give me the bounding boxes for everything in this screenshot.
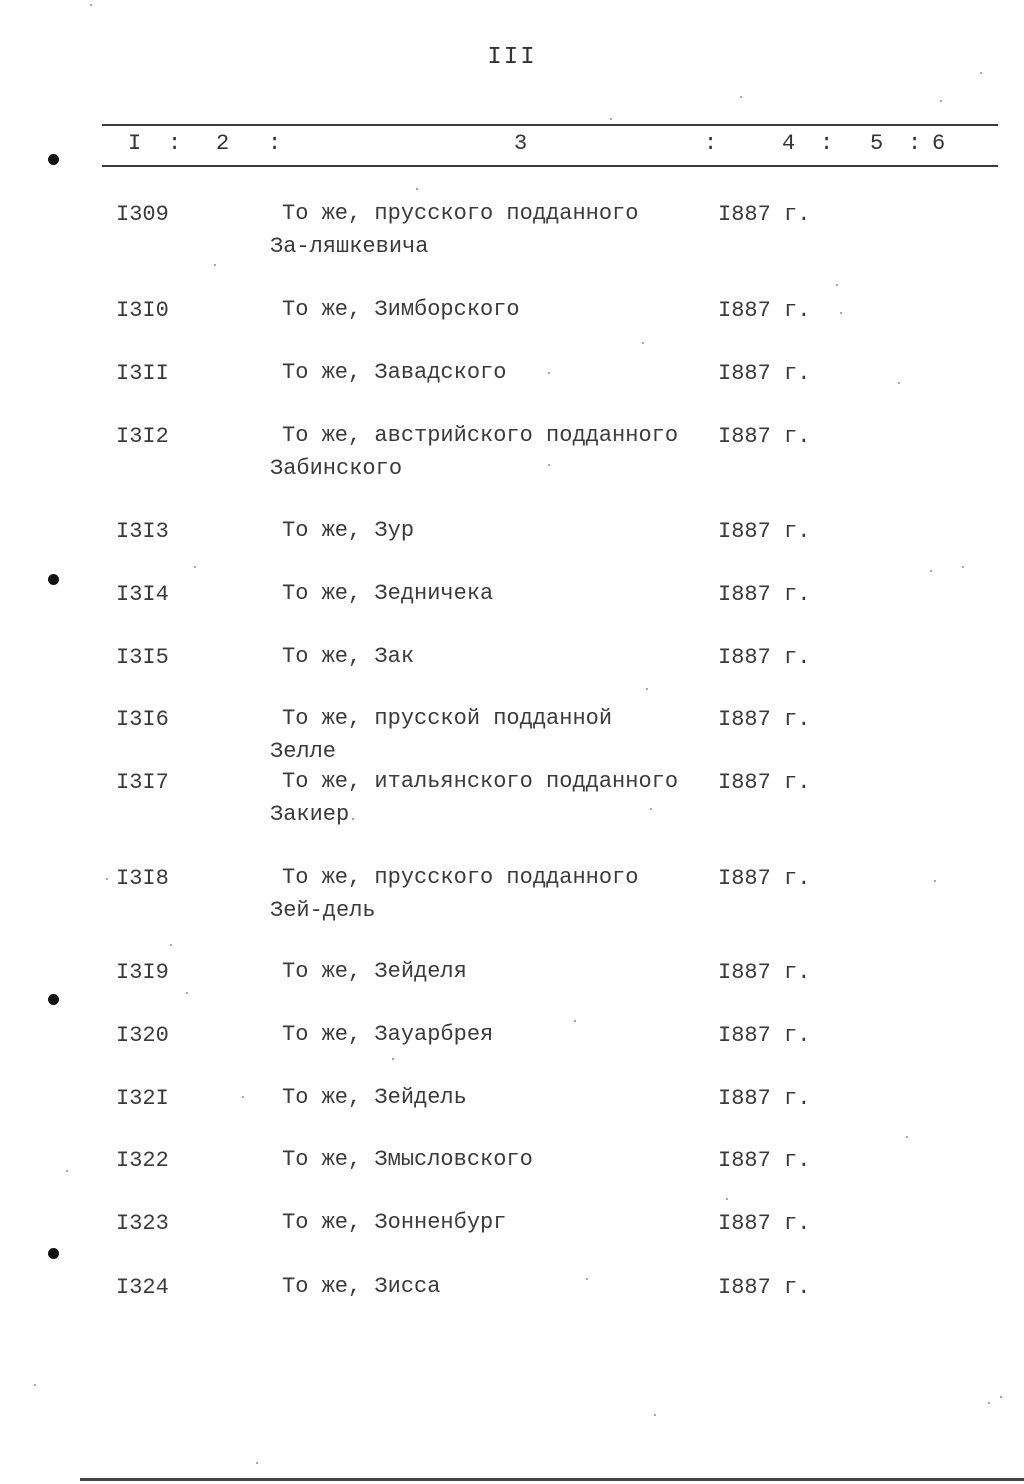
- row-number: I3I4: [116, 582, 169, 607]
- row-description: То же, Зисса: [282, 1274, 441, 1299]
- row-description: То же, Завадского: [282, 360, 507, 385]
- row-number: I3II: [116, 361, 169, 386]
- punch-hole-mark: [48, 574, 59, 585]
- row-description: То же, Змысловского: [282, 1147, 533, 1172]
- row-description: То же, Зейдель: [282, 1085, 467, 1110]
- row-description: То же, Зур: [282, 518, 415, 543]
- header-sep-1: :: [168, 131, 182, 156]
- row-year: I887 г.: [718, 1023, 811, 1048]
- punch-hole-mark: [48, 154, 59, 165]
- row-number: I3I2: [116, 424, 169, 449]
- header-col-6: 6: [932, 131, 946, 156]
- header-sep-5: :: [908, 131, 922, 156]
- row-description: То же, Зейделя: [282, 959, 467, 984]
- row-number: I3I3: [116, 519, 169, 544]
- row-description: То же, Зауарбрея: [282, 1022, 494, 1047]
- header-col-2: 2: [216, 131, 230, 156]
- row-year: I887 г.: [718, 770, 811, 795]
- row-description: То же, итальянского подданного Закиер: [270, 769, 679, 827]
- header-top-rule: [102, 124, 998, 126]
- row-number: I3I8: [116, 866, 169, 891]
- row-year: I887 г.: [718, 361, 811, 386]
- row-year: I887 г.: [718, 645, 811, 670]
- page-number: III: [487, 44, 537, 71]
- header-col-5: 5: [870, 131, 884, 156]
- row-description: То же, Зедничека: [282, 581, 494, 606]
- row-number: I32I: [116, 1086, 169, 1111]
- row-year: I887 г.: [718, 866, 811, 891]
- header-sep-2: :: [268, 131, 282, 156]
- row-year: I887 г.: [718, 1211, 811, 1236]
- row-year: I887 г.: [718, 424, 811, 449]
- row-year: I887 г.: [718, 582, 811, 607]
- row-description: То же, Зимборского: [282, 297, 520, 322]
- row-number: I320: [116, 1023, 169, 1048]
- row-number: I323: [116, 1211, 169, 1236]
- row-year: I887 г.: [718, 202, 811, 227]
- header-col-1: I: [128, 131, 142, 156]
- row-description: То же, Зонненбург: [282, 1210, 507, 1235]
- row-year: I887 г.: [718, 519, 811, 544]
- header-sep-3: :: [704, 131, 718, 156]
- row-number: I3I9: [116, 960, 169, 985]
- row-number: I3I5: [116, 645, 169, 670]
- header-col-4: 4: [782, 131, 796, 156]
- punch-hole-mark: [48, 1248, 59, 1259]
- row-year: I887 г.: [718, 1275, 811, 1300]
- row-description: То же, прусского подданного Зей-дель: [270, 865, 639, 923]
- header-bottom-rule: [102, 165, 998, 167]
- row-description: То же, Зак: [282, 644, 415, 669]
- row-number: I3I0: [116, 298, 169, 323]
- row-number: I322: [116, 1148, 169, 1173]
- punch-hole-mark: [48, 994, 59, 1005]
- row-year: I887 г.: [718, 298, 811, 323]
- row-number: I324: [116, 1275, 169, 1300]
- row-number: I309: [116, 202, 169, 227]
- row-description: То же, прусской подданной Зелле: [270, 706, 613, 764]
- page-bottom-edge: [80, 1478, 1024, 1481]
- row-number: I3I7: [116, 770, 169, 795]
- row-year: I887 г.: [718, 960, 811, 985]
- row-year: I887 г.: [718, 1148, 811, 1173]
- row-year: I887 г.: [718, 1086, 811, 1111]
- row-description: То же, прусского подданного За-ляшкевича: [270, 201, 639, 259]
- header-col-3: 3: [514, 131, 528, 156]
- row-year: I887 г.: [718, 707, 811, 732]
- header-sep-4: :: [820, 131, 834, 156]
- row-number: I3I6: [116, 707, 169, 732]
- row-description: То же, австрийского подданного Забинского: [270, 423, 679, 481]
